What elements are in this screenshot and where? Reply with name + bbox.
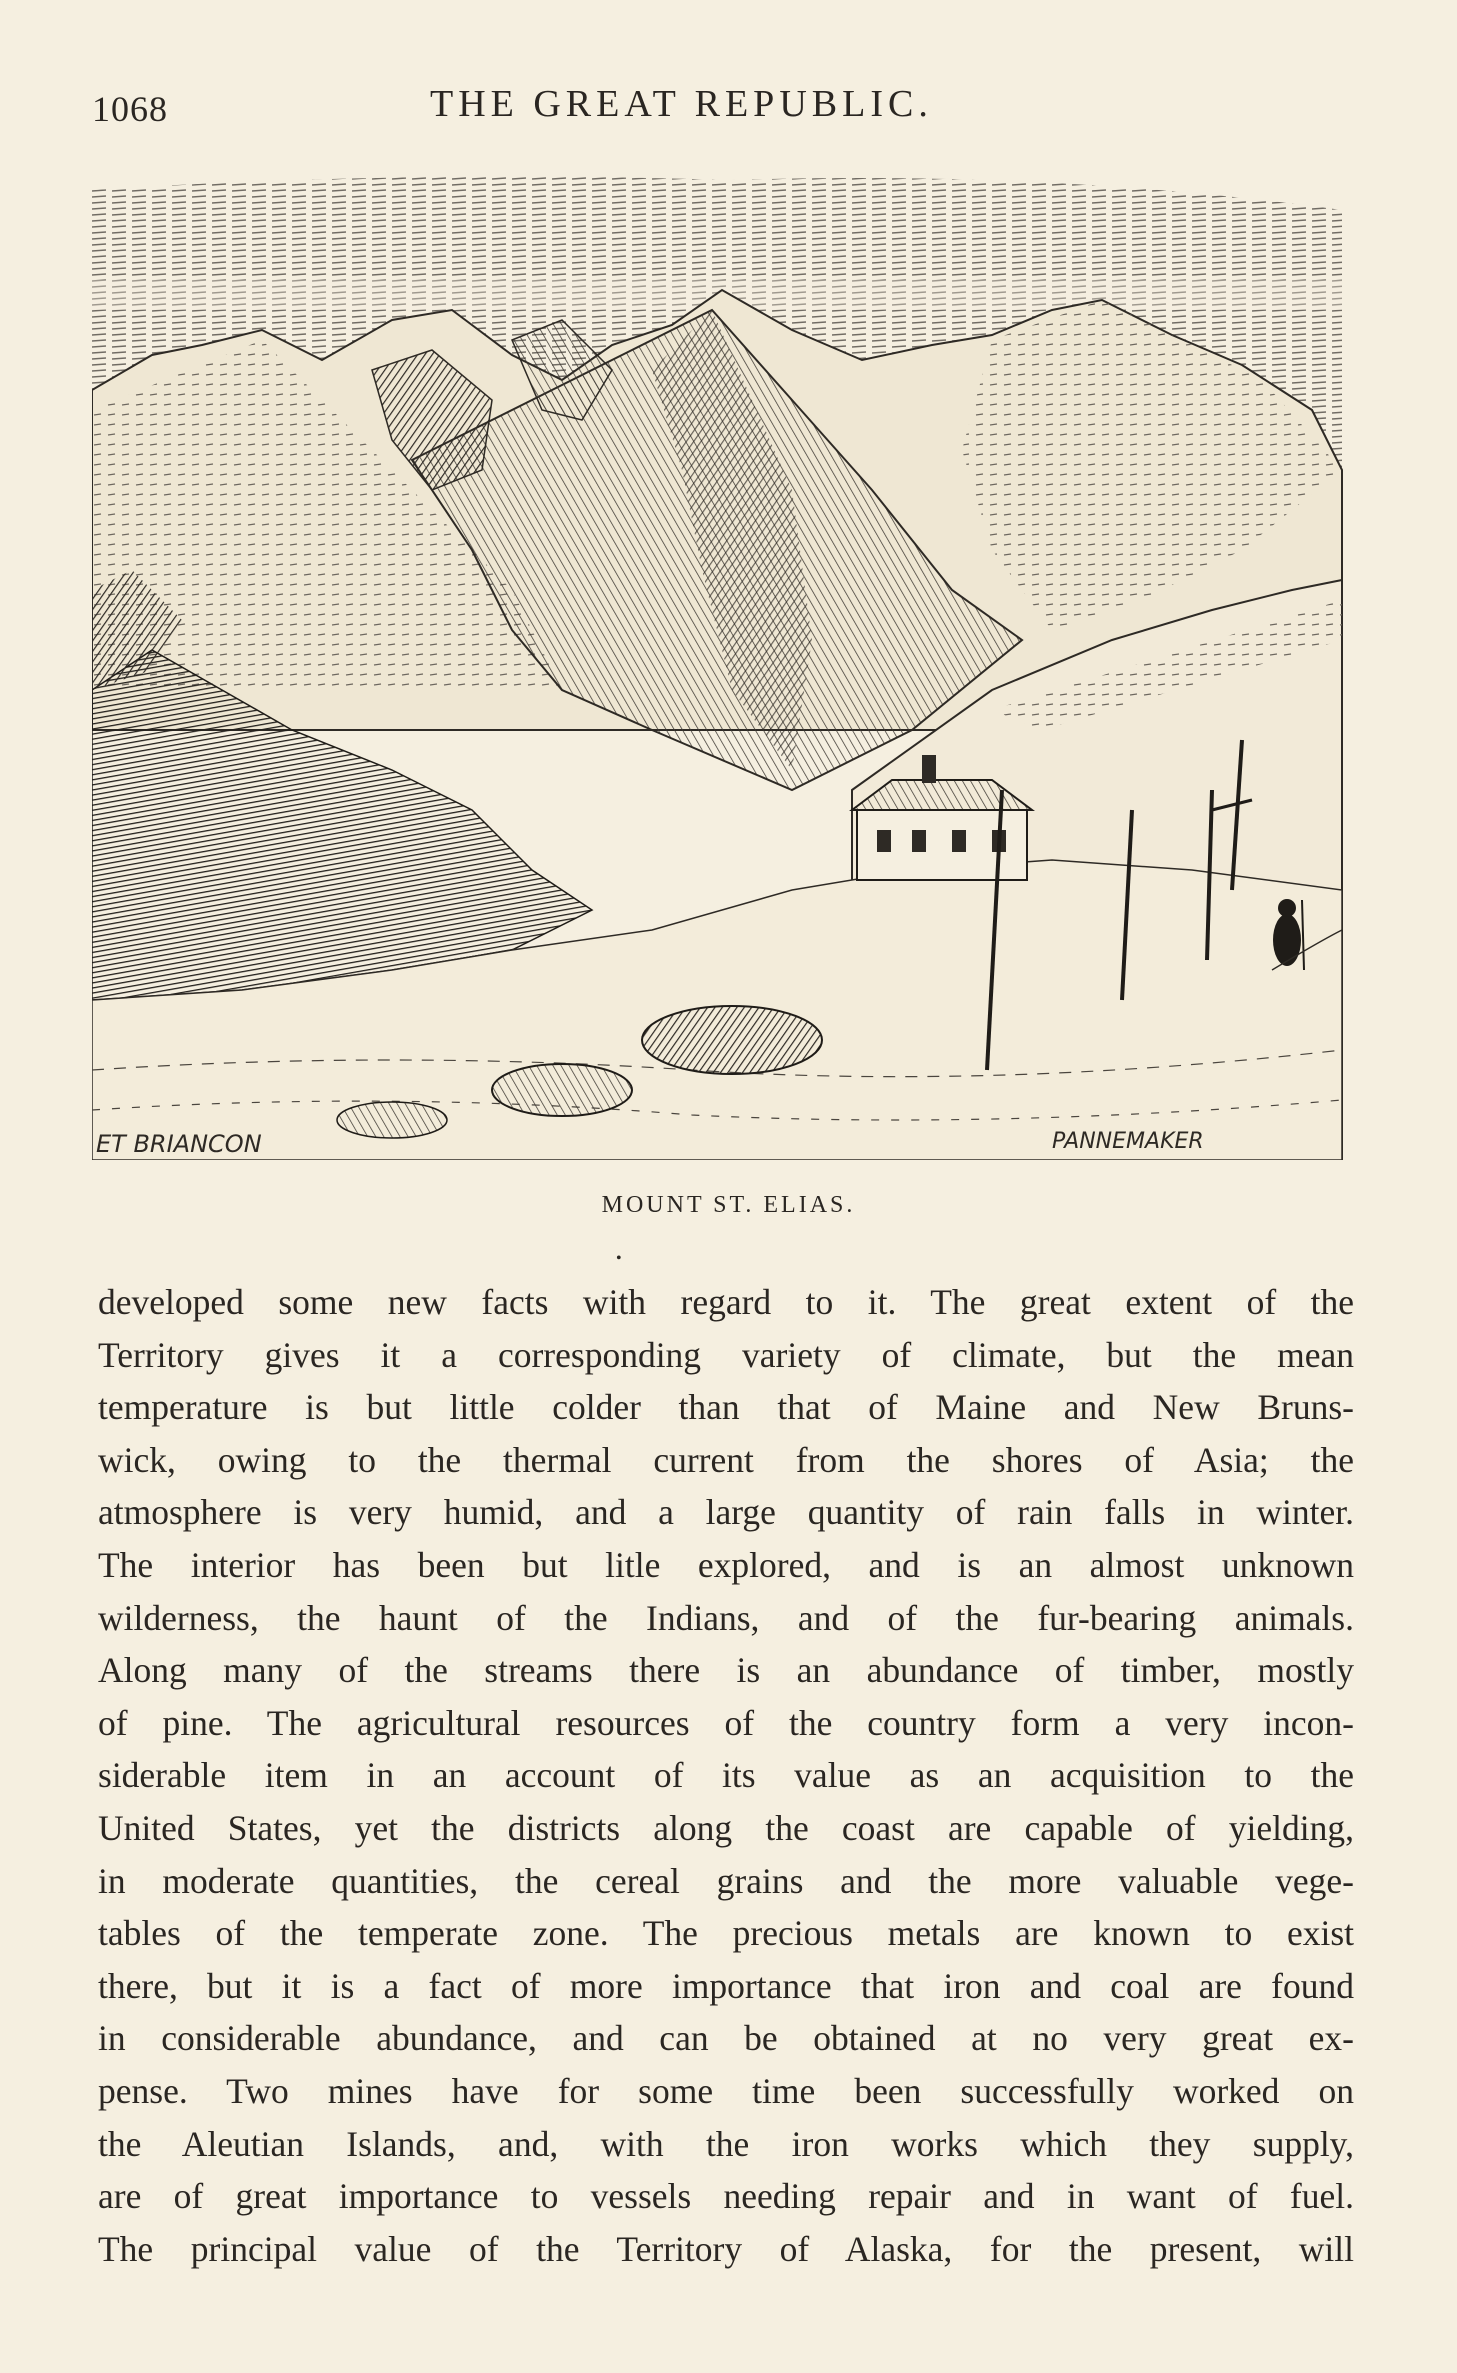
- body-line: tables of the temperate zone. The precious metals are known to exist: [98, 1913, 1354, 1954]
- engraving-signature-left: ET BRIANCON: [96, 1130, 262, 1158]
- body-line: in moderate quantities, the cereal grains and the more valuable vege-: [98, 1860, 1354, 1901]
- body-line: temperature is but little colder than that of Maine and New Bruns-: [98, 1387, 1354, 1428]
- body-line: are of great importance to vessels needing repair and in want of fuel.: [98, 2176, 1354, 2217]
- caption-ornament: •: [616, 1250, 622, 1267]
- engraving-signature-right: PANNEMAKER: [1052, 1129, 1204, 1154]
- body-line: The interior has been but litle explored, and is an almost unknown: [98, 1544, 1354, 1585]
- body-line: wick, owing to the thermal current from the shores of Asia; the: [98, 1439, 1354, 1480]
- body-text: [98, 1276, 1354, 2275]
- body-line: Along many of the streams there is an abundance of timber, mostly: [98, 1650, 1354, 1691]
- illustration-caption: MOUNT ST. ELIAS.: [601, 1192, 856, 1218]
- mountain-engraving: [92, 170, 1362, 1160]
- running-head: THE GREAT REPUBLIC.: [430, 83, 933, 125]
- body-line: there, but it is a fact of more importance that iron and coal are found: [98, 1965, 1354, 2006]
- body-line: Territory gives it a corresponding variety of climate, but the mean: [98, 1334, 1354, 1375]
- body-line: siderable item in an account of its value as an acquisition to the: [98, 1755, 1354, 1796]
- body-line: the Aleutian Islands, and, with the iron works which they supply,: [98, 2123, 1354, 2164]
- body-line: developed some new facts with regard to it. The great extent of the: [98, 1282, 1354, 1322]
- body-line: atmosphere is very humid, and a large quantity of rain falls in winter.: [98, 1492, 1354, 1533]
- page-number: 1068: [92, 89, 168, 129]
- body-line: pense. Two mines have for some time been successfully worked on: [98, 2070, 1354, 2111]
- body-line: in considerable abundance, and can be obtained at no very great ex-: [98, 2018, 1354, 2059]
- body-line: of pine. The agricultural resources of the country form a very incon-: [98, 1702, 1354, 1743]
- body-line: United States, yet the districts along the coast are capable of yielding,: [98, 1807, 1354, 1848]
- body-line: The principal value of the Territory of Alaska, for the present, will: [98, 2228, 1354, 2269]
- body-line: wilderness, the haunt of the Indians, and of the fur-bearing animals.: [98, 1597, 1354, 1638]
